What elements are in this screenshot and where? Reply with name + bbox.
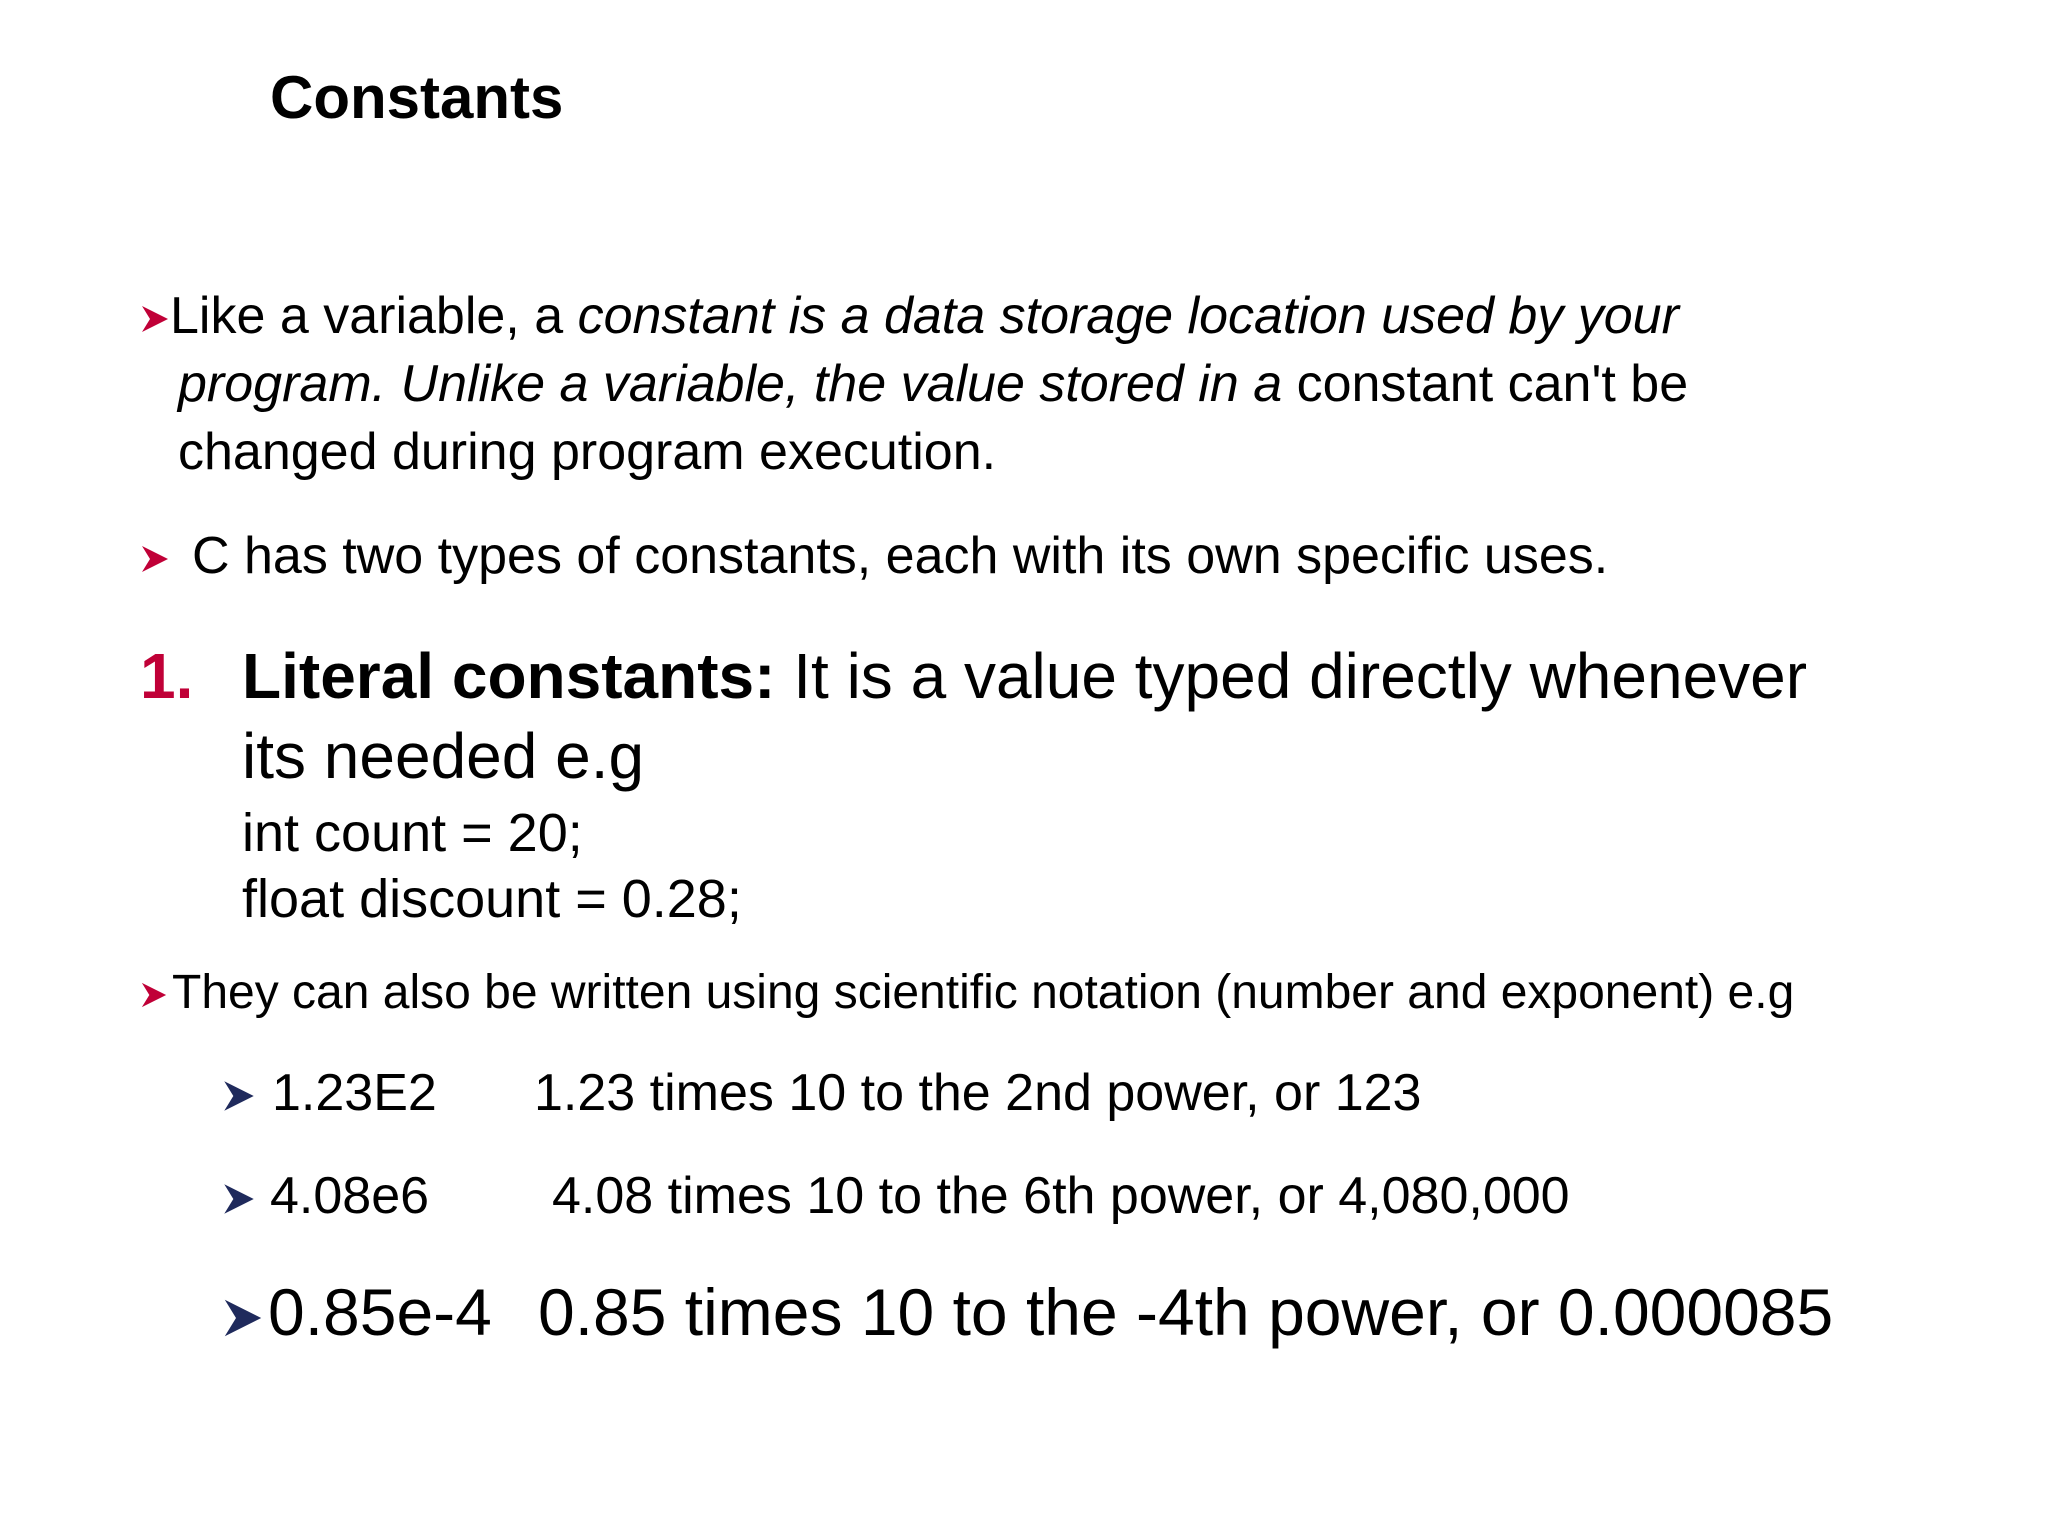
paragraph-2-text: C has two types of constants, each with its own specific uses.	[192, 527, 1609, 585]
paragraph-1-italic-b: program. Unlike a variable, the value stored in a	[178, 355, 1297, 413]
example-row-1	[222, 1060, 1421, 1126]
paragraph-1-line-1	[140, 282, 1679, 350]
example-desc-1: 1.23 times 10 to the 2nd power, or 123	[534, 1064, 1422, 1122]
code-example-2: float discount = 0.28;	[242, 869, 742, 929]
arrow-bullet-icon	[140, 981, 168, 1009]
paragraph-3	[140, 962, 1794, 1024]
paragraph-2	[140, 522, 1608, 590]
example-row-2	[222, 1163, 1570, 1229]
paragraph-1-plain-a: Like a variable, a	[170, 287, 578, 345]
literal-heading: Literal constants:	[242, 640, 776, 712]
paragraph-1-italic-a: constant is a data storage location used by your	[577, 287, 1679, 345]
paragraph-1-plain-b: constant can't be	[1296, 355, 1689, 413]
list-number: 1.	[140, 640, 194, 712]
literal-text-a: It is a value typed directly whenever	[775, 640, 1808, 712]
slide-title: Constants	[270, 64, 564, 131]
arrow-bullet-icon	[222, 1182, 256, 1216]
literal-text-b: its needed e.g	[242, 720, 645, 792]
example-desc-2: 4.08 times 10 to the 6th power, or 4,080,000	[552, 1167, 1570, 1225]
example-desc-3: 0.85 times 10 to the -4th power, or 0.000085	[538, 1275, 1834, 1349]
arrow-bullet-icon	[140, 544, 170, 574]
example-code-1: 1.23E2	[272, 1064, 437, 1122]
paragraph-1-line-2	[178, 350, 1688, 418]
example-code-3: 0.85e-4	[268, 1275, 492, 1349]
example-row-3	[222, 1270, 1833, 1354]
literal-heading-line-1	[242, 636, 1807, 716]
paragraph-1-line-3: changed during program execution.	[178, 423, 997, 481]
code-example-1: int count = 20;	[242, 803, 583, 863]
paragraph-3-text: They can also be written using scientific notation (number and exponent) e.g	[172, 966, 1795, 1019]
example-code-2: 4.08e6	[270, 1167, 430, 1225]
arrow-bullet-icon	[140, 304, 170, 334]
arrow-bullet-icon	[222, 1079, 256, 1113]
arrow-bullet-icon	[222, 1297, 264, 1339]
